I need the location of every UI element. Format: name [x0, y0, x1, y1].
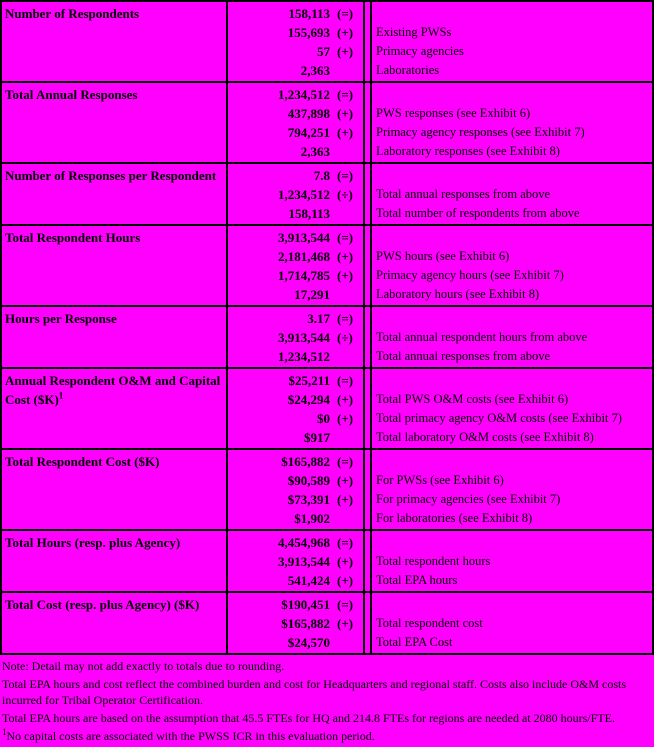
component-value: $917 — [304, 430, 330, 445]
operator-symbol: (=) — [337, 454, 354, 469]
component-description — [376, 371, 650, 390]
operator-symbol — [330, 204, 360, 223]
component-description: Total laboratory O&M costs (see Exhibit 8) — [376, 430, 594, 444]
operator-symbol: (=) — [337, 87, 354, 102]
row-label: Number of Respondents — [5, 6, 140, 21]
component-description: Total annual responses from above — [376, 187, 551, 201]
row-group-annual-om-capital-cost — [2, 367, 652, 448]
component-value: $73,391 — [287, 492, 330, 507]
component-description: Laboratory responses (see Exhibit 8) — [376, 144, 560, 158]
footnotes — [0, 655, 654, 744]
component-value: 3,913,544 — [278, 330, 330, 345]
component-description — [376, 228, 650, 247]
operator-symbol: (+) — [337, 554, 354, 569]
component-description — [376, 166, 650, 185]
component-description: Total respondent cost — [376, 616, 483, 630]
operator-symbol — [330, 142, 360, 161]
component-description — [376, 4, 650, 23]
operator-symbol: (=) — [337, 230, 354, 245]
total-value: 158,113 — [288, 6, 330, 21]
operator-symbol: (=) — [337, 373, 354, 388]
row-group-total-hours — [2, 529, 652, 591]
total-value: $165,882 — [281, 454, 330, 469]
row-group-total-annual-responses — [2, 81, 652, 162]
component-value: $24,570 — [287, 635, 330, 650]
component-value: 158,113 — [288, 206, 330, 221]
component-value: $24,294 — [287, 392, 330, 407]
row-label: Number of Responses per Respondent — [5, 168, 217, 183]
footnote: Total EPA hours are based on the assumption that 45.5 FTEs for HQ and 214.8 FTEs for regions are needed at 2080 hours/FTE. — [2, 711, 615, 725]
row-label: Total Annual Responses — [5, 87, 138, 102]
operator-symbol: (+) — [337, 473, 354, 488]
row-group-total-respondent-hours — [2, 224, 652, 305]
footnote — [2, 728, 652, 744]
row-group-number-of-respondents — [2, 2, 652, 81]
footnote-text: No capital costs are associated with the PWSS ICR in this evaluation period. — [6, 729, 375, 743]
row-label: Total Hours (resp. plus Agency) — [5, 535, 181, 550]
component-description: Total annual respondent hours from above — [376, 330, 588, 344]
component-value: $0 — [317, 411, 330, 426]
operator-symbol — [330, 428, 360, 447]
row-group-responses-per-respondent — [2, 162, 652, 224]
component-description: Laboratory hours (see Exhibit 8) — [376, 287, 540, 301]
component-value: $90,589 — [287, 473, 330, 488]
operator-symbol: (÷) — [337, 187, 353, 202]
component-value: 437,898 — [287, 106, 330, 121]
operator-symbol: (+) — [337, 44, 354, 59]
component-description: PWS responses (see Exhibit 6) — [376, 106, 531, 120]
row-label: Total Respondent Hours — [5, 230, 141, 245]
operator-symbol: (÷) — [337, 330, 353, 345]
component-description: Total EPA hours — [376, 573, 458, 587]
total-value: 1,234,512 — [278, 87, 330, 102]
component-value: 1,234,512 — [278, 187, 330, 202]
component-description — [376, 309, 650, 328]
operator-symbol — [330, 347, 360, 366]
operator-symbol — [330, 509, 360, 528]
operator-symbol: (+) — [337, 392, 354, 407]
component-description: Total number of respondents from above — [376, 206, 580, 220]
total-value: 7.8 — [313, 168, 330, 183]
operator-symbol: (+) — [337, 492, 354, 507]
operator-symbol: (+) — [337, 573, 354, 588]
operator-symbol: (+) — [337, 25, 354, 40]
footnote: Note: Detail may not add exactly to totals due to rounding. — [2, 659, 285, 673]
component-value: 794,251 — [287, 125, 330, 140]
component-description: Existing PWSs — [376, 25, 452, 39]
operator-symbol: (+) — [337, 249, 354, 264]
component-value: 2,181,468 — [278, 249, 330, 264]
total-value: 4,454,968 — [278, 535, 330, 550]
operator-symbol: (+) — [337, 411, 354, 426]
component-description: Primacy agency responses (see Exhibit 7) — [376, 125, 585, 139]
operator-symbol: (=) — [337, 168, 354, 183]
component-description: For laboratories (see Exhibit 8) — [376, 511, 533, 525]
component-description: Total PWS O&M costs (see Exhibit 6) — [376, 392, 569, 406]
component-value: 155,693 — [287, 25, 330, 40]
component-description: Total annual responses from above — [376, 349, 551, 363]
footnote-marker: 1 — [2, 727, 7, 737]
operator-symbol: (=) — [337, 311, 354, 326]
component-description: For primacy agencies (see Exhibit 7) — [376, 492, 561, 506]
component-value: 3,913,544 — [278, 554, 330, 569]
component-description: Primacy agencies — [376, 44, 464, 58]
component-description — [376, 595, 650, 614]
row-label: Total Respondent Cost ($K) — [5, 454, 160, 469]
operator-symbol: (+) — [337, 125, 354, 140]
operator-symbol: (+) — [337, 616, 354, 631]
operator-symbol: (+) — [337, 106, 354, 121]
operator-symbol: (=) — [337, 6, 354, 21]
operator-symbol: (=) — [337, 535, 354, 550]
component-value: 1,714,785 — [278, 268, 330, 283]
component-description: Primacy agency hours (see Exhibit 7) — [376, 268, 564, 282]
component-value: 2,363 — [300, 144, 330, 159]
total-value: $25,211 — [288, 373, 330, 388]
total-value: 3.17 — [307, 311, 330, 326]
row-label: Annual Respondent O&M and Capital Cost ($K) — [5, 373, 221, 407]
row-label: Total Cost (resp. plus Agency) ($K) — [5, 597, 200, 612]
total-value: 3,913,544 — [278, 230, 330, 245]
component-description: Total respondent hours — [376, 554, 491, 568]
component-value: 541,424 — [287, 573, 330, 588]
operator-symbol — [330, 285, 360, 304]
component-description: Total EPA Cost — [376, 635, 453, 649]
component-description — [376, 533, 650, 552]
footnote: Total EPA hours and cost reflect the combined burden and cost for Headquarters and regional staff. Costs also include O&M costs incurred for Tribal Operator Certification. — [2, 677, 627, 707]
operator-symbol — [330, 61, 360, 80]
operator-symbol: (=) — [337, 597, 354, 612]
row-group-hours-per-response — [2, 305, 652, 367]
component-value: 17,291 — [294, 287, 330, 302]
component-description: Laboratories — [376, 63, 440, 77]
component-value: $165,882 — [281, 616, 330, 631]
row-label: Hours per Response — [5, 311, 117, 326]
component-value: 2,363 — [300, 63, 330, 78]
component-value: $1,902 — [294, 511, 330, 526]
component-description: For PWSs (see Exhibit 6) — [376, 473, 504, 487]
component-description: PWS hours (see Exhibit 6) — [376, 249, 510, 263]
component-value: 1,234,512 — [278, 349, 330, 364]
component-description: Total primacy agency O&M costs (see Exhibit 7) — [376, 411, 622, 425]
operator-symbol — [330, 633, 360, 652]
footnote-marker: 1 — [58, 390, 64, 401]
total-value: $190,451 — [281, 597, 330, 612]
row-group-total-cost — [2, 591, 652, 653]
component-description — [376, 452, 650, 471]
component-description — [376, 85, 650, 104]
row-group-total-respondent-cost — [2, 448, 652, 529]
operator-symbol: (+) — [337, 268, 354, 283]
component-value: 57 — [317, 44, 330, 59]
